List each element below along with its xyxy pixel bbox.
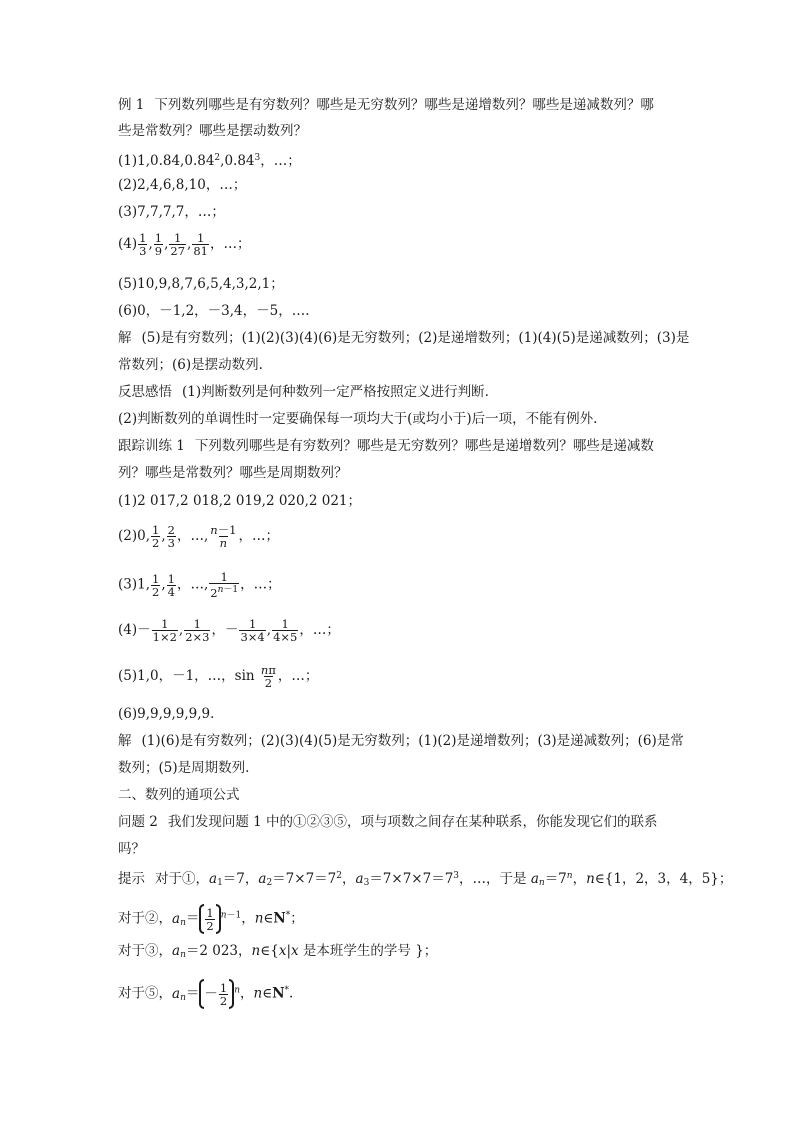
practice1-seq6: (6)9,9,9,9,9,9.	[118, 706, 215, 722]
example1-seq6: (6)0，－1,2，－3,4，－5，….	[118, 303, 310, 319]
practice1-line2: 列？哪些是常数列？哪些是周期数列？	[118, 465, 348, 481]
example1-label: 例 1	[118, 97, 145, 113]
example1-seq1: (1)1,0.84,0.84$^2$,0.84$^3$，…；	[118, 153, 301, 169]
practice1-seq4: (4)－ $\frac{1}{1\times 2}$ , $\frac{1}{2\times 3}$ ，－ $\frac{1}{3\times 4}$ , $\frac{1}{4\times 5}$ ，…；	[118, 617, 340, 644]
fraction: $\frac{1}{3}$	[139, 231, 147, 258]
solution-label: 解	[118, 330, 132, 346]
practice1-line1: 跟踪训练 1 下列数列哪些是有穷数列？哪些是无穷数列？哪些是递增数列？哪些是递减数	[118, 438, 654, 454]
hint-label: 提示	[118, 871, 145, 887]
reflection-line2: (2)判断数列的单调性时一定要确保每一项均大于(或均小于)后一项，不能有例外.	[118, 411, 598, 427]
section2-heading: 二、数列的通项公式	[118, 787, 240, 803]
example1-seq4: (4) $\frac{1}{3}$ , $\frac{1}{9}$ , $\frac{1}{27}$ , $\frac{1}{81}$ ，…；	[118, 231, 251, 258]
practice1-solution-line1: 解 (1)(6)是有穷数列；(2)(3)(4)(5)是无穷数列；(1)(2)是递增数列；(3)是递减数列；(6)是常	[118, 733, 684, 749]
example1-question-part1: 下列数列哪些是有穷数列？哪些是无穷数列？哪些是递增数列？哪些是递减数列？哪	[154, 97, 654, 113]
problem2-line1: 问题 2 我们发现问题 1 中的①②③⑤，项与项数之间存在某种联系，你能发现它们的联系	[118, 814, 658, 830]
hint-line: 提示 对于①，$a_1=7$，$a_2=7\times 7=7^2$，$a_3=7\times 7\times 7=7^3$，…，于是 $a_n=7^n$，n∈{1，2，3，4，5}；	[118, 871, 733, 888]
practice1-label: 跟踪训练 1	[118, 438, 185, 454]
for3-line: 对于③，$a_n=2$ 023，n∈{x|x 是本班学生的学号 }；	[118, 943, 438, 960]
solution-label: 解	[118, 733, 132, 749]
practice1-seq3: (3)1, $\frac{1}{2}$ , $\frac{1}{4}$ ，…, $\frac{1}{2^{n-1}}$ ，…；	[118, 570, 281, 600]
practice1-solution-line2: 数列；(5)是周期数列.	[118, 760, 250, 776]
practice1-seq5: (5)1,0，－1，…，sin $\frac{n\pi}{2}$ ，…；	[118, 663, 319, 690]
example1-seq3: (3)7,7,7,7，…；	[118, 204, 225, 220]
example1-seq5: (5)10,9,8,7,6,5,4,3,2,1；	[118, 276, 284, 292]
example1-line2: 些是常数列？哪些是摆动数列？	[118, 123, 307, 139]
practice1-seq1: (1)2 017,2 018,2 019,2 020,2 021；	[118, 493, 362, 509]
example1-solution-line1: 解 (5)是有穷数列；(1)(2)(3)(4)(6)是无穷数列；(2)是递增数列；(1)(4)(5)是递减数列；(3)是	[118, 330, 690, 346]
example1-solution-line2: 常数列；(6)是摆动数列.	[118, 357, 263, 373]
practice1-seq2: (2)0, $\frac{1}{2}$ , $\frac{2}{3}$ ，…, $\frac{n-1}{n}$ ，…；	[118, 523, 280, 550]
bracket-expr: $\frac{1}{2}$	[199, 904, 220, 934]
problem2-line2: 吗？	[118, 841, 145, 857]
reflection-label: 反思感悟	[118, 384, 172, 400]
for2-line: 对于②，$a_n=$ $\frac{1}{2}$ $^{n-1}$，n∈N*；	[118, 905, 304, 933]
reflection-line1: 反思感悟 (1)判断数列是何种数列一定严格按照定义进行判断.	[118, 384, 489, 400]
for5-line: 对于⑤，$a_n=$ － $\frac{1}{2}$ $^n$，n∈N*.	[118, 980, 294, 1008]
example1-seq2: (2)2,4,6,8,10，…；	[118, 177, 247, 193]
problem2-label: 问题 2	[118, 814, 158, 830]
example1-line1	[118, 96, 654, 114]
